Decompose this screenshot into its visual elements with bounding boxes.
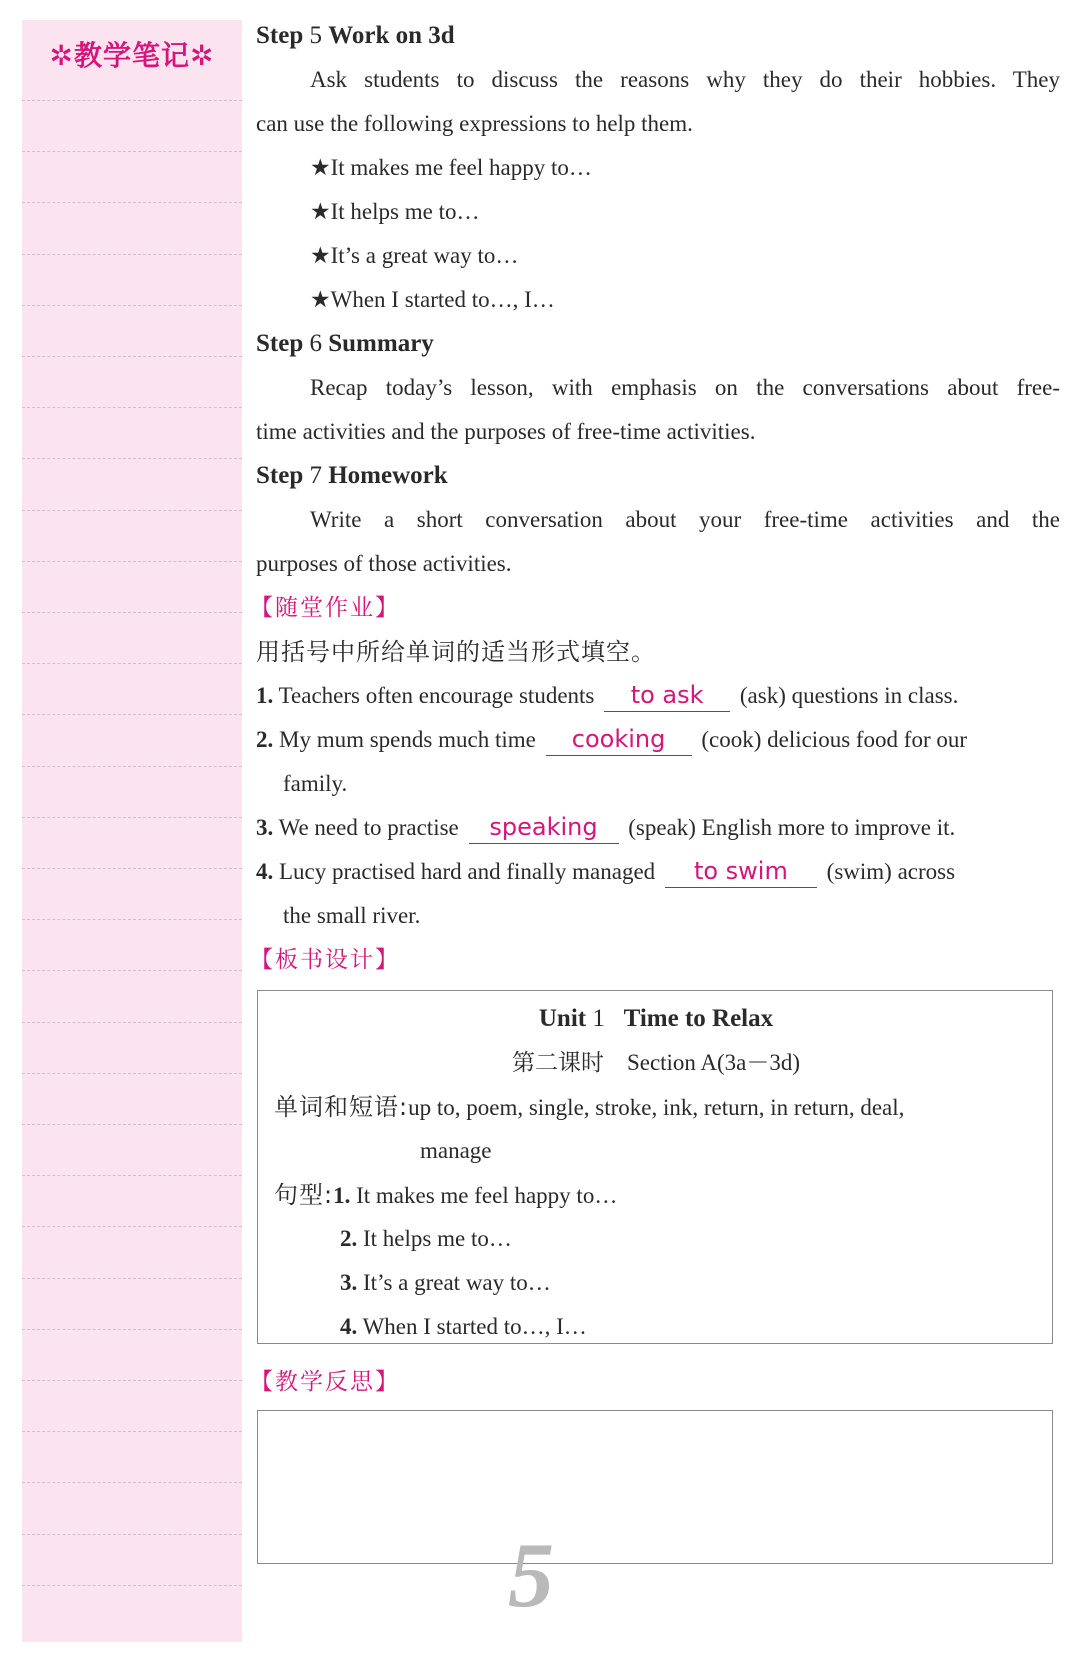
step5-paragraph-line2: can use the following expressions to help them. xyxy=(256,111,693,136)
notes-ruled-line xyxy=(22,1431,242,1432)
reflection-heading: 【教学反思】 xyxy=(250,1369,400,1395)
step6-paragraph-line2: time activities and the purposes of free-time activities. xyxy=(256,419,756,444)
page-number: 5 xyxy=(508,1524,554,1626)
homework-instruction: 用括号中所给单词的适当形式填空。 xyxy=(256,638,656,666)
notes-ruled-line xyxy=(22,1124,242,1125)
answer-text: cooking xyxy=(571,725,666,753)
notes-ruled-line xyxy=(22,356,242,357)
notes-ruled-line xyxy=(22,1278,242,1279)
exercise-item-4-continuation: the small river. xyxy=(283,903,421,928)
answer-text: to ask xyxy=(630,681,704,709)
notes-ruled-line xyxy=(22,305,242,306)
expression-item: ★It helps me to… xyxy=(310,199,480,224)
notes-ruled-line xyxy=(22,1022,242,1023)
board-subtitle: 第二课时 Section A(3a－3d) xyxy=(511,1050,801,1075)
answer-blank xyxy=(469,812,619,844)
board-design-heading: 【板书设计】 xyxy=(250,947,400,973)
notes-ruled-line xyxy=(22,100,242,101)
notes-ruled-line xyxy=(22,1585,242,1586)
notes-ruled-line xyxy=(22,766,242,767)
notes-ruled-line xyxy=(22,970,242,971)
notes-ruled-line xyxy=(22,151,242,152)
exercise-item-1: 1. Teachers often encourage students to ask (ask) questions in class. xyxy=(256,674,958,718)
board-title: Unit 1 Time to Relax xyxy=(538,1005,774,1032)
step5-paragraph-line1: Ask students to discuss the reasons why they do their hobbies. They xyxy=(310,67,1060,92)
board-vocab-line1: 单词和短语:up to, poem, single, stroke, ink, return, in return, deal, xyxy=(274,1093,905,1121)
step7-paragraph-line1: Write a short conversation about your free-time activities and the xyxy=(310,507,1060,532)
notes-ruled-line xyxy=(22,561,242,562)
reflection-box[interactable] xyxy=(257,1410,1053,1564)
answer-text: speaking xyxy=(489,813,598,841)
step7-paragraph-line2: purposes of those activities. xyxy=(256,551,512,576)
expression-item: ★It’s a great way to… xyxy=(310,243,519,268)
exercise-item-3: 3. We need to practise speaking (speak) English more to improve it. xyxy=(256,806,955,850)
answer-text: to swim xyxy=(693,857,788,885)
board-vocab-line2: manage xyxy=(420,1138,492,1163)
board-pattern-4: 4. When I started to…, I… xyxy=(340,1314,587,1339)
expression-item: ★It makes me feel happy to… xyxy=(310,155,592,180)
board-pattern-3: 3. It’s a great way to… xyxy=(340,1270,551,1295)
notes-ruled-line xyxy=(22,202,242,203)
expression-item: ★When I started to…, I… xyxy=(310,287,555,312)
notes-ruled-line xyxy=(22,1073,242,1074)
notes-ruled-line xyxy=(22,817,242,818)
notes-ruled-line xyxy=(22,458,242,459)
answer-blank xyxy=(546,724,692,756)
notes-ruled-line xyxy=(22,407,242,408)
board-pattern-1: 句型:1. It makes me feel happy to… xyxy=(274,1181,618,1209)
exercise-item-2: 2. My mum spends much time cooking (cook) delicious food for our xyxy=(256,718,1060,762)
notes-ruled-line xyxy=(22,714,242,715)
notes-ruled-line xyxy=(22,1175,242,1176)
homework-heading: 【随堂作业】 xyxy=(250,595,400,621)
notes-ruled-line xyxy=(22,1482,242,1483)
exercise-item-4: 4. Lucy practised hard and finally managed to swim (swim) across xyxy=(256,850,955,894)
notes-ruled-line xyxy=(22,1380,242,1381)
notes-ruled-line xyxy=(22,663,242,664)
notes-ruled-line xyxy=(22,254,242,255)
board-pattern-2: 2. It helps me to… xyxy=(340,1226,512,1251)
step6-heading: Step 6 Summary xyxy=(256,330,434,357)
notes-sidebar-title: ✲教学笔记✲ xyxy=(49,39,215,72)
notes-sidebar xyxy=(22,20,242,1642)
step5-heading: Step 5 Work on 3d xyxy=(256,22,455,49)
notes-ruled-line xyxy=(22,612,242,613)
notes-ruled-line xyxy=(22,1226,242,1227)
board-design-box xyxy=(257,990,1053,1344)
answer-blank xyxy=(604,680,730,712)
step7-heading: Step 7 Homework xyxy=(256,462,448,489)
answer-blank xyxy=(665,856,817,888)
notes-ruled-line xyxy=(22,919,242,920)
step6-paragraph-line1: Recap today’s lesson, with emphasis on the conversations about free- xyxy=(310,375,1060,400)
notes-ruled-line xyxy=(22,1534,242,1535)
notes-ruled-line xyxy=(22,868,242,869)
notes-ruled-line xyxy=(22,1329,242,1330)
exercise-item-2-continuation: family. xyxy=(283,771,348,796)
notes-ruled-line xyxy=(22,510,242,511)
